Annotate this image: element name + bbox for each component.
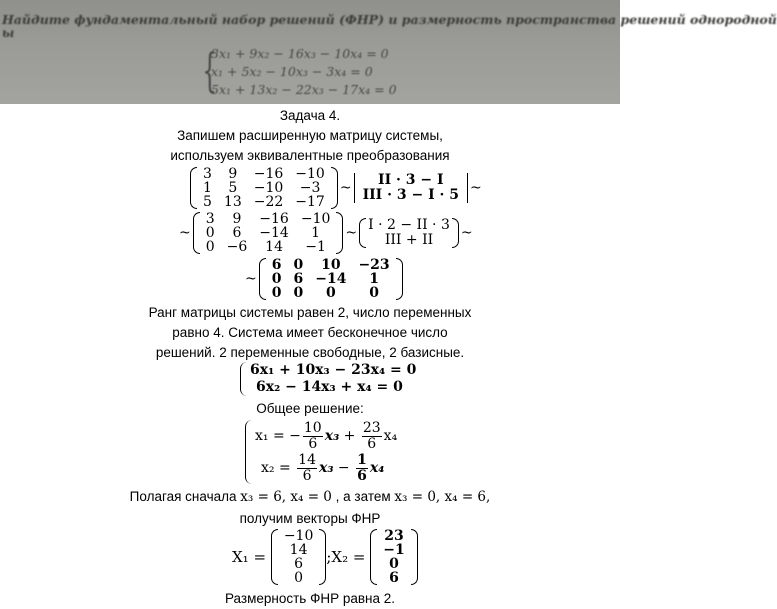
rank-line-1: Ранг матрицы системы равен 2, число переменных — [148, 305, 472, 320]
matrix-cell: 0 — [294, 570, 304, 586]
matrix-cell: 0 — [389, 556, 399, 572]
transform-row-1 — [190, 167, 484, 209]
tilde: ~ — [339, 180, 352, 196]
matrix-cell: 14 — [265, 239, 283, 255]
fraction: $\frac{14}{6}$ — [298, 451, 316, 484]
matrix-cell: 1 — [311, 225, 321, 241]
solution-x1: x₁ = − $\frac{10}{6}$ x₃ + $\frac{23}{6}$ x₄ — [255, 419, 398, 452]
matrix-cell: 0 — [271, 285, 282, 301]
assumption-line: Полагая сначала x₃ = 6, x₄ = 0 , а затем x₃ = 0, x₄ = 6, — [129, 489, 491, 505]
matrix-cell: −16 — [259, 211, 289, 227]
tilde: ~ — [179, 225, 191, 241]
matrix-cell: 3 — [203, 166, 212, 182]
matrix-cell: −17 — [295, 194, 325, 210]
general-solution — [245, 420, 397, 484]
matrix-cell: 14 — [289, 542, 308, 558]
x1-label: X₁ = — [232, 548, 267, 566]
matrix-cell: 1 — [203, 180, 212, 196]
op-line: III + II — [384, 232, 434, 248]
fraction: $\frac{1}{6}$ — [357, 451, 367, 484]
transform-row-3 — [243, 258, 403, 300]
brace-icon: { — [202, 43, 217, 97]
matrix-cell: 0 — [271, 271, 282, 287]
reduced-eq-1: 6x₁ + 10x₃ − 23x₄ = 0 — [250, 362, 417, 378]
tilde: ~ — [345, 225, 358, 241]
task-statement-cont: ы — [2, 26, 15, 40]
matrix-cell: 0 — [325, 285, 336, 301]
matrix-cell: 23 — [384, 528, 404, 544]
brace-icon — [245, 420, 252, 484]
matrix-cell: 10 — [321, 257, 341, 273]
tilde: ~ — [460, 225, 473, 241]
op-line: I · 2 − II · 3 — [368, 217, 450, 233]
original-system — [202, 43, 397, 99]
matrix-cell: −14 — [315, 271, 347, 287]
matrix-cell: 6 — [294, 556, 304, 572]
fraction: $\frac{10}{6}$ — [303, 419, 322, 452]
rank-line-3: решений. 2 переменные свободные, 2 базисные. — [155, 345, 465, 360]
intro-line-1: Запишем расширенную матрицу системы, — [177, 128, 443, 143]
matrix-cell: −14 — [259, 225, 289, 241]
matrix-cell: 9 — [228, 166, 238, 182]
matrix-cell: 3 — [205, 211, 215, 227]
fraction: $\frac{23}{6}$ — [362, 419, 381, 452]
ops-1 — [354, 173, 468, 203]
brace-icon — [240, 362, 247, 396]
reduced-system — [240, 362, 416, 396]
matrix-cell: 0 — [205, 239, 215, 255]
matrix-cell: 0 — [293, 257, 304, 273]
matrix-cell: −3 — [299, 180, 321, 196]
matrix-cell: 0 — [205, 225, 215, 241]
task-heading: Задача 4. — [279, 108, 341, 123]
matrix-2 — [193, 212, 344, 254]
fnr-vectors: X₁ = −10 14 6 0 ;X₂ = 23 −1 0 6 — [232, 529, 418, 585]
intro-line-2: используем эквивалентные преобразования — [170, 148, 450, 163]
x2-label: X₂ = — [331, 548, 366, 566]
matrix-cell: −22 — [253, 194, 284, 210]
matrix-cell: 6 — [271, 257, 282, 273]
matrix-cell: 0 — [293, 285, 304, 301]
task-statement: Найдите фундаментальный набор решений (ФНР) и размерность пространства решений однородной — [2, 12, 777, 27]
assignment-second: x₃ = 0, x₄ = 6, — [394, 489, 491, 505]
matrix-cell: 5 — [228, 180, 238, 196]
matrix-cell: 13 — [223, 194, 242, 210]
general-solution-heading: Общее решение: — [256, 401, 364, 416]
tilde: ~ — [245, 271, 257, 287]
rank-line-2: равно 4. Система имеет бесконечное число — [172, 325, 448, 340]
matrix-cell: 5 — [203, 194, 212, 210]
equation-3: 5x₁ + 13x₂ − 22x₃ − 17x₄ = 0 — [211, 82, 397, 97]
matrix-cell: −16 — [253, 166, 284, 182]
matrix-cell: 6 — [389, 570, 399, 586]
matrix-cell: 9 — [232, 211, 242, 227]
solution-x2: x₂ = $\frac{14}{6}$ x₃ − $\frac{1}{6}$ x₄ — [261, 451, 385, 484]
op-line: III · 3 − I · 5 — [362, 187, 459, 203]
matrix-cell: 0 — [369, 285, 379, 301]
matrix-3 — [259, 258, 403, 300]
ops-2 — [359, 218, 459, 248]
matrix-cell: −1 — [383, 542, 405, 558]
op-line: II · 3 − I — [378, 172, 444, 188]
matrix-cell: −10 — [295, 166, 325, 182]
task-photo — [0, 0, 777, 104]
matrix-cell: −10 — [300, 211, 331, 227]
transform-row-2 — [177, 212, 475, 254]
vector-x1 — [271, 529, 327, 585]
matrix-cell: −10 — [283, 528, 314, 544]
dimension-line: Размерность ФНР равна 2. — [224, 591, 395, 606]
reduced-eq-2: 6x₂ − 14x₃ + x₄ = 0 — [256, 379, 403, 395]
matrix-cell: 1 — [369, 271, 379, 287]
matrix-cell: −10 — [253, 180, 284, 196]
matrix-1 — [190, 167, 338, 209]
matrix-cell: −1 — [305, 239, 326, 255]
equation-1: 3x₁ + 9x₂ − 16x₃ − 10x₄ = 0 — [211, 46, 389, 61]
equation-2: x₁ + 5x₂ − 10x₃ − 3x₄ = 0 — [211, 64, 373, 79]
matrix-cell: 6 — [293, 271, 304, 287]
matrix-cell: −6 — [226, 239, 248, 255]
assignment-first: x₃ = 6, x₄ = 0 — [240, 489, 332, 505]
vectors-line: получим векторы ФНР — [239, 511, 381, 526]
tilde: ~ — [469, 180, 482, 196]
vector-x2 — [370, 529, 417, 585]
matrix-cell: −23 — [358, 257, 390, 273]
matrix-cell: 6 — [232, 225, 242, 241]
